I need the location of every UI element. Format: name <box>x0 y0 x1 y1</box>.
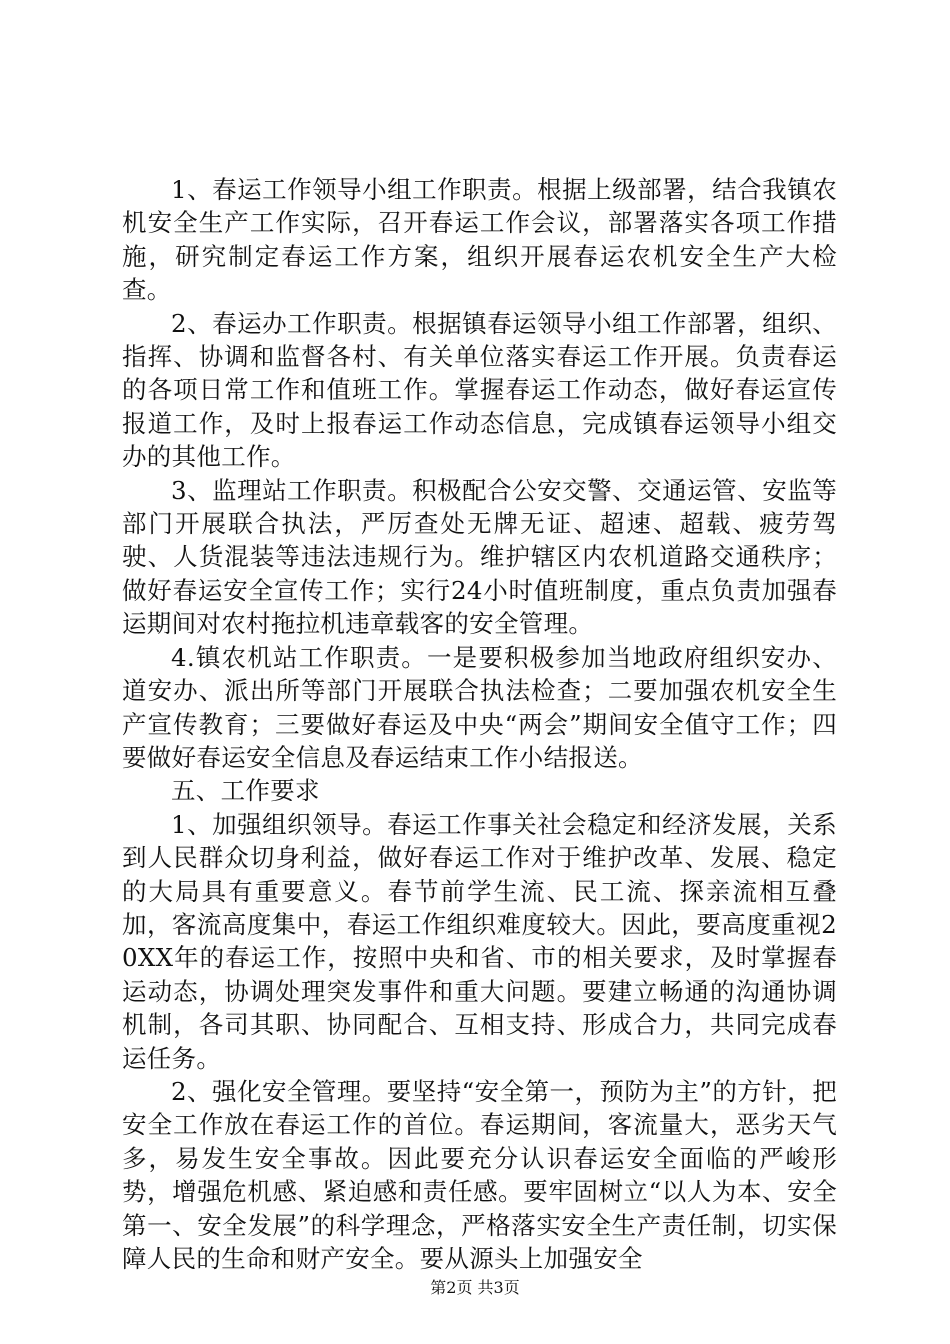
document-body <box>122 173 837 1275</box>
paragraph-agri-station-duties: 4.镇农机站工作职责。一是要积极参加当地政府组织安办、道安办、派出所等部门开展联合执法检查；二要加强农机安全生产宣传教育；三要做好春运及中央“两会”期间安全值守工作；四要做好春运安全信息及春运结束工作小结报送。 <box>122 642 837 772</box>
paragraph-safety-management: 2、强化安全管理。要坚持“安全第一，预防为主”的方针，把安全工作放在春运工作的首位。春运期间，客流量大，恶劣天气多，易发生安全事故。因此要充分认识春运安全面临的严峻形势，增强危机感、紧迫感和责任感。要牢固树立“以人为本、安全第一、安全发展”的科学理念，严格落实安全生产责任制，切实保障人民的生命和财产安全。要从源头上加强安全 <box>122 1076 837 1273</box>
paragraph-supervision-station-duties: 3、监理站工作职责。积极配合公安交警、交通运管、安监等部门开展联合执法，严厉查处无牌无证、超速、超载、疲劳驾驶、人货混装等违法违规行为。维护辖区内农机道路交通秩序；做好春运安全宣传工作；实行24小时值班制度，重点负责加强春运期间对农村拖拉机违章载客的安全管理。 <box>122 475 837 639</box>
page-footer: 第2页 共3页 <box>430 1278 520 1297</box>
paragraph-office-duties: 2、春运办工作职责。根据镇春运领导小组工作部署，组织、指挥、协调和监督各村、有关单位落实春运工作开展。负责春运的各项日常工作和值班工作。掌握春运工作动态，做好春运宣传报道工作，及时上报春运工作动态信息，完成镇春运领导小组交办的其他工作。 <box>122 308 837 472</box>
paragraph-strengthen-leadership: 1、加强组织领导。春运工作事关社会稳定和经济发展，关系到人民群众切身利益，做好春运工作对于维护改革、发展、稳定的大局具有重要意义。春节前学生流、民工流、探亲流相互叠加，客流高度集中，春运工作组织难度较大。因此，要高度重视20XX年的春运工作，按照中央和省、市的相关要求，及时掌握春运动态，协调处理突发事件和重大问题。要建立畅通的沟通协调机制，各司其职、协同配合、互相支持、形成合力，共同完成春运任务。 <box>122 809 837 1073</box>
paragraph-leadership-group-duties: 1、春运工作领导小组工作职责。根据上级部署，结合我镇农机安全生产工作实际，召开春运工作会议，部署落实各项工作措施，研究制定春运工作方案，组织开展春运农机安全生产大检查。 <box>122 175 837 305</box>
section-heading-work-requirements: 五、工作要求 <box>171 776 320 806</box>
